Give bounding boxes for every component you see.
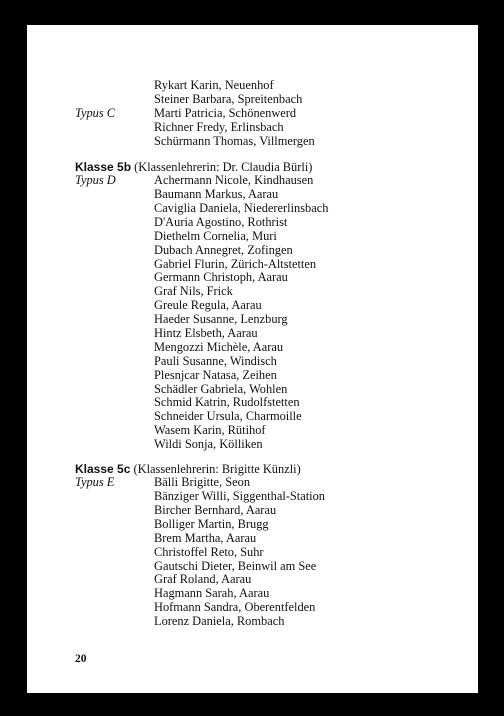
list-item bbox=[75, 174, 475, 188]
student-name: Steiner Barbara, Spreitenbach bbox=[154, 91, 303, 106]
student-name: Hofmann Sandra, Oberentfelden bbox=[154, 600, 316, 615]
student-name: Hintz Elsbeth, Aarau bbox=[154, 325, 258, 340]
list-item bbox=[75, 313, 475, 327]
list-item bbox=[75, 532, 475, 546]
list-item bbox=[75, 216, 475, 230]
student-name: Schädler Gabriela, Wohlen bbox=[154, 381, 288, 396]
list-item bbox=[75, 299, 475, 313]
class-label: Klasse 5b bbox=[75, 160, 132, 174]
student-name: Baumann Markus, Aarau bbox=[154, 187, 279, 202]
student-name: Gabriel Flurin, Zürich-Altstetten bbox=[154, 256, 317, 271]
list-item bbox=[75, 93, 475, 107]
student-name: Rykart Karin, Neuenhof bbox=[154, 78, 274, 92]
teacher-label: (Klassenlehrerin: Brigitte Künzli) bbox=[130, 462, 301, 476]
student-name: Graf Nils, Frick bbox=[154, 284, 233, 299]
list-item bbox=[75, 615, 475, 629]
list-item bbox=[75, 546, 475, 560]
section-heading bbox=[75, 462, 475, 476]
list-item bbox=[75, 79, 475, 93]
list-item bbox=[75, 504, 475, 518]
list-item bbox=[75, 135, 475, 149]
student-name: D'Auria Agostino, Rothrist bbox=[154, 214, 288, 229]
student-name: Plesnjcar Natasa, Zeihen bbox=[154, 367, 277, 382]
document-page bbox=[27, 25, 478, 693]
student-name: Greule Regula, Aarau bbox=[154, 298, 262, 313]
list-item bbox=[75, 396, 475, 410]
student-name: Germann Christoph, Aarau bbox=[154, 270, 288, 285]
student-name: Gautschi Dieter, Beinwil am See bbox=[154, 558, 317, 573]
list-item bbox=[75, 188, 475, 202]
student-name: Wildi Sonja, Kölliken bbox=[154, 437, 263, 452]
student-name: Caviglia Daniela, Niedererlinsbach bbox=[154, 200, 329, 215]
student-name: Bälli Brigitte, Seon bbox=[154, 475, 251, 490]
list-item bbox=[75, 327, 475, 341]
student-name: Achermann Nicole, Kindhausen bbox=[154, 173, 314, 188]
list-item bbox=[75, 271, 475, 285]
typus-label: Typus E bbox=[75, 475, 115, 490]
list-item bbox=[75, 285, 475, 299]
section-heading bbox=[75, 160, 475, 174]
list-item bbox=[75, 202, 475, 216]
list-item bbox=[75, 230, 475, 244]
list-item bbox=[75, 383, 475, 397]
student-name: Wasem Karin, Rütihof bbox=[154, 423, 266, 438]
student-name: Schürmann Thomas, Villmergen bbox=[154, 133, 315, 148]
list-item bbox=[75, 587, 475, 601]
list-item bbox=[75, 490, 475, 504]
student-name: Bolliger Martin, Brugg bbox=[154, 516, 269, 531]
student-list bbox=[75, 174, 475, 452]
list-item bbox=[75, 573, 475, 587]
section-klasse-5b bbox=[75, 160, 475, 452]
intro-list bbox=[75, 79, 475, 148]
list-item bbox=[75, 424, 475, 438]
list-item bbox=[75, 341, 475, 355]
list-item bbox=[75, 560, 475, 574]
list-item bbox=[75, 410, 475, 424]
student-name: Diethelm Cornelia, Muri bbox=[154, 228, 277, 243]
list-item bbox=[75, 601, 475, 615]
student-name: Schneider Ursula, Charmoille bbox=[154, 409, 302, 424]
typus-label: Typus D bbox=[75, 173, 116, 188]
student-name: Richner Fredy, Erlinsbach bbox=[154, 119, 284, 134]
student-name: Bänziger Willi, Siggenthal-Station bbox=[154, 489, 325, 504]
student-name: Christoffel Reto, Suhr bbox=[154, 544, 264, 559]
section-klasse-5c bbox=[75, 462, 475, 629]
list-item bbox=[75, 476, 475, 490]
student-list bbox=[75, 476, 475, 629]
class-label: Klasse 5c bbox=[75, 462, 131, 476]
student-name: Hagmann Sarah, Aarau bbox=[154, 586, 270, 601]
list-item bbox=[75, 121, 475, 135]
student-name: Schmid Katrin, Rudolfstetten bbox=[154, 395, 300, 410]
list-item bbox=[75, 244, 475, 258]
list-item bbox=[75, 518, 475, 532]
student-name: Mengozzi Michèle, Aarau bbox=[154, 339, 284, 354]
student-name: Bircher Bernhard, Aarau bbox=[154, 502, 277, 517]
list-item bbox=[75, 258, 475, 272]
student-name: Marti Patricia, Schönenwerd bbox=[154, 105, 297, 120]
student-name: Lorenz Daniela, Rombach bbox=[154, 614, 285, 629]
page-number: 20 bbox=[75, 653, 87, 665]
student-name: Brem Martha, Aarau bbox=[154, 530, 257, 545]
list-item bbox=[75, 369, 475, 383]
list-item bbox=[75, 107, 475, 121]
list-item bbox=[75, 438, 475, 452]
student-name: Pauli Susanne, Windisch bbox=[154, 353, 277, 368]
student-name: Haeder Susanne, Lenzburg bbox=[154, 312, 288, 327]
student-name: Graf Roland, Aarau bbox=[154, 572, 252, 587]
list-item bbox=[75, 355, 475, 369]
typus-label: Typus C bbox=[75, 105, 116, 120]
student-name: Dubach Annegret, Zofingen bbox=[154, 242, 293, 257]
teacher-label: (Klassenlehrerin: Dr. Claudia Bürli) bbox=[131, 160, 313, 174]
